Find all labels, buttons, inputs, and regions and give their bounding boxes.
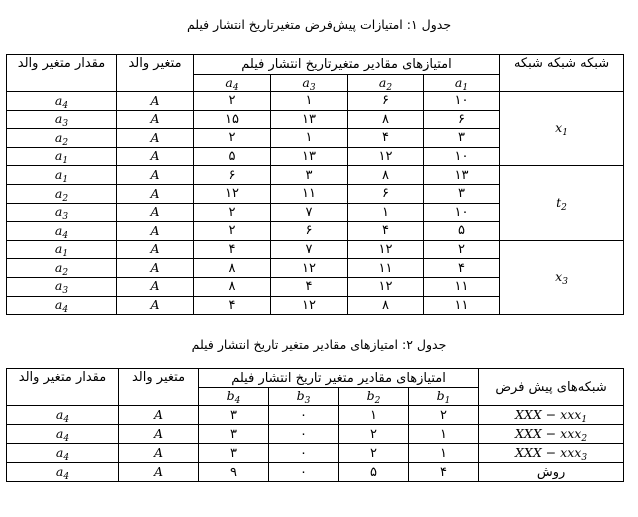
cell-symbol: b bbox=[436, 388, 445, 404]
score-cell: ۱۳ bbox=[271, 147, 348, 166]
header-scores: امتیازهای مقادیر متغیر تاریخ انتشار فیلم bbox=[199, 369, 479, 388]
cell-subscript: 3 bbox=[562, 277, 568, 288]
cell-subscript: 1 bbox=[62, 156, 69, 166]
score-cell: ۱۳ bbox=[424, 166, 500, 185]
score-cell: ۷ bbox=[271, 203, 348, 222]
score-cell: ۱۲ bbox=[348, 147, 424, 166]
cell-subscript: 3 bbox=[309, 82, 316, 92]
cell-subscript: 2 bbox=[374, 396, 381, 406]
cell-subscript: 2 bbox=[386, 82, 393, 92]
cell-subscript: 1 bbox=[562, 128, 568, 139]
parent-variable-cell: A bbox=[119, 425, 199, 444]
network-cell bbox=[500, 166, 624, 240]
score-cell: ۴ bbox=[409, 463, 479, 482]
score-cell: ۳ bbox=[271, 166, 348, 185]
score-cell: ۲ bbox=[194, 203, 271, 222]
cell-symbol: a bbox=[54, 166, 63, 182]
score-cell: ۲ bbox=[194, 92, 271, 111]
score-cell: ۴ bbox=[424, 259, 500, 278]
table1 bbox=[6, 54, 624, 315]
score-cell: ۱۵ bbox=[194, 110, 271, 129]
score-cell: ۱۱ bbox=[424, 277, 500, 296]
score-cell: ۱۰ bbox=[424, 92, 500, 111]
cell-subscript: 3 bbox=[304, 396, 311, 406]
parent-value-cell bbox=[7, 92, 117, 111]
cell-symbol: t bbox=[556, 194, 562, 210]
score-column-header bbox=[409, 388, 479, 406]
score-cell: ۶ bbox=[424, 110, 500, 129]
table-row bbox=[7, 92, 624, 111]
score-cell: ۱ bbox=[271, 92, 348, 111]
network-cell bbox=[479, 425, 624, 444]
network-cell bbox=[500, 240, 624, 314]
score-cell: ۵ bbox=[194, 147, 271, 166]
parent-value-cell bbox=[7, 110, 117, 129]
score-cell: ۳ bbox=[199, 425, 269, 444]
table-row bbox=[7, 463, 624, 482]
parent-variable-cell: A bbox=[117, 277, 194, 296]
score-column-header bbox=[269, 388, 339, 406]
score-cell: ۴ bbox=[348, 222, 424, 241]
score-cell: ۸ bbox=[348, 110, 424, 129]
parent-value-cell bbox=[7, 444, 119, 463]
score-cell: ۲ bbox=[194, 222, 271, 241]
cell-symbol: a bbox=[54, 278, 63, 294]
parent-variable-cell: A bbox=[117, 203, 194, 222]
cell-symbol: a bbox=[54, 92, 63, 108]
cell-symbol: a bbox=[54, 148, 63, 164]
score-column-header bbox=[271, 75, 348, 92]
table-row bbox=[7, 406, 624, 425]
cell-symbol: a bbox=[54, 204, 63, 220]
parent-value-cell bbox=[7, 240, 117, 259]
table-row bbox=[7, 240, 624, 259]
score-cell: ۱۲ bbox=[348, 277, 424, 296]
score-cell: ۶ bbox=[271, 222, 348, 241]
header-scores: امتیازهای مقادیر متغیرتاریخ انتشار فیلم bbox=[194, 55, 500, 75]
cell-symbol: a bbox=[54, 222, 63, 238]
score-cell: ۳ bbox=[424, 129, 500, 148]
cell-subscript: 4 bbox=[62, 305, 69, 315]
parent-variable-cell: A bbox=[117, 166, 194, 185]
cell-subscript: 2 bbox=[62, 193, 69, 204]
parent-value-cell bbox=[7, 425, 119, 444]
score-cell: ۸ bbox=[194, 259, 271, 278]
cell-subscript: 4 bbox=[63, 433, 70, 444]
cell-symbol: XXX − xxx bbox=[515, 406, 582, 422]
cell-subscript: 1 bbox=[62, 174, 69, 185]
score-cell: ۰ bbox=[269, 444, 339, 463]
score-cell: ۲ bbox=[409, 406, 479, 425]
network-cell bbox=[479, 406, 624, 425]
score-cell: ۲ bbox=[194, 129, 271, 148]
score-cell: ۲ bbox=[339, 425, 409, 444]
cell-subscript: 4 bbox=[232, 82, 239, 92]
score-cell: ۸ bbox=[348, 166, 424, 185]
cell-subscript: 4 bbox=[234, 396, 241, 406]
cell-subscript: 4 bbox=[62, 100, 69, 111]
cell-symbol: a bbox=[55, 444, 64, 460]
cell-subscript: 4 bbox=[63, 471, 70, 482]
score-cell: ۱۲ bbox=[271, 296, 348, 315]
cell-symbol: b bbox=[296, 388, 305, 404]
header-network: شبکه‌های پیش فرض bbox=[479, 369, 624, 406]
score-cell: ۳ bbox=[199, 444, 269, 463]
cell-subscript: 4 bbox=[62, 230, 69, 241]
cell-symbol: a bbox=[54, 111, 63, 127]
score-cell: ۴ bbox=[194, 296, 271, 315]
cell-symbol: x bbox=[555, 269, 563, 285]
parent-variable-cell: A bbox=[117, 240, 194, 259]
cell-symbol: b bbox=[366, 388, 375, 404]
parent-value-cell bbox=[7, 203, 117, 222]
score-cell: ۱ bbox=[348, 203, 424, 222]
score-cell: ۰ bbox=[269, 406, 339, 425]
cell-symbol: a bbox=[225, 74, 233, 90]
parent-value-cell bbox=[7, 296, 117, 315]
parent-variable-cell: A bbox=[117, 129, 194, 148]
cell-subscript: 1 bbox=[462, 82, 469, 92]
parent-value-cell bbox=[7, 259, 117, 278]
cell-subscript: 2 bbox=[561, 202, 567, 213]
table1-caption: جدول ۱: امتیازات پیش‌فرض متغیرتاریخ انتشار فیلم bbox=[186, 17, 452, 32]
parent-value-cell bbox=[7, 406, 119, 425]
score-column-header bbox=[199, 388, 269, 406]
score-cell: ۶ bbox=[348, 184, 424, 203]
score-cell: ۱ bbox=[271, 129, 348, 148]
cell-subscript: 3 bbox=[62, 119, 69, 129]
score-cell: ۲ bbox=[339, 444, 409, 463]
network-cell: روش bbox=[479, 463, 624, 482]
score-cell: ۸ bbox=[194, 277, 271, 296]
network-cell bbox=[500, 92, 624, 166]
score-cell: ۱ bbox=[409, 425, 479, 444]
score-cell: ۰ bbox=[269, 463, 339, 482]
score-cell: ۳ bbox=[424, 184, 500, 203]
parent-variable-cell: A bbox=[117, 296, 194, 315]
score-cell: ۱۰ bbox=[424, 203, 500, 222]
header-parent-variable: متغیر والد bbox=[117, 55, 194, 92]
score-cell: ۱ bbox=[409, 444, 479, 463]
parent-value-cell bbox=[7, 184, 117, 203]
cell-subscript: 1 bbox=[62, 249, 69, 259]
cell-symbol: XXX − xxx bbox=[515, 425, 582, 441]
cell-subscript: 3 bbox=[62, 212, 69, 222]
cell-subscript: 3 bbox=[581, 452, 588, 463]
score-cell: ۲ bbox=[424, 240, 500, 259]
cell-symbol: a bbox=[55, 463, 64, 479]
cell-symbol: a bbox=[54, 259, 63, 275]
cell-subscript: 2 bbox=[581, 433, 588, 444]
parent-variable-cell: A bbox=[119, 463, 199, 482]
parent-variable-cell: A bbox=[117, 92, 194, 111]
parent-variable-cell: A bbox=[117, 222, 194, 241]
parent-value-cell bbox=[7, 277, 117, 296]
table2-caption: جدول ۲: امتیازهای مقادیر متغیر تاریخ انتشار فیلم bbox=[191, 337, 447, 352]
header-network: شبکه شبکه شبکه bbox=[500, 55, 624, 92]
score-cell: ۱۱ bbox=[271, 184, 348, 203]
cell-symbol: XXX − xxx bbox=[515, 444, 582, 460]
cell-symbol: x bbox=[555, 120, 563, 136]
cell-symbol: a bbox=[378, 74, 387, 90]
parent-value-cell bbox=[7, 166, 117, 185]
cell-symbol: b bbox=[226, 388, 235, 404]
score-cell: ۹ bbox=[199, 463, 269, 482]
parent-variable-cell: A bbox=[117, 147, 194, 166]
cell-subscript: 3 bbox=[62, 286, 69, 297]
score-cell: ۴ bbox=[348, 129, 424, 148]
score-cell: ۶ bbox=[348, 92, 424, 111]
cell-symbol: a bbox=[54, 185, 63, 201]
score-column-header bbox=[424, 75, 500, 92]
cell-subscript: 1 bbox=[581, 414, 588, 425]
table-row bbox=[7, 425, 624, 444]
score-cell: ۱۳ bbox=[271, 110, 348, 129]
score-cell: ۱۰ bbox=[424, 147, 500, 166]
cell-symbol: a bbox=[302, 74, 310, 90]
score-column-header bbox=[348, 75, 424, 92]
score-column-header bbox=[194, 75, 271, 92]
score-cell: ۷ bbox=[271, 240, 348, 259]
score-cell: ۵ bbox=[424, 222, 500, 241]
parent-value-cell bbox=[7, 463, 119, 482]
score-cell: ۱ bbox=[339, 406, 409, 425]
header-parent-value: مقدار متغیر والد bbox=[7, 55, 117, 92]
cell-symbol: a bbox=[55, 425, 64, 441]
parent-variable-cell: A bbox=[117, 259, 194, 278]
cell-symbol: a bbox=[54, 241, 63, 257]
score-cell: ۳ bbox=[199, 406, 269, 425]
table-row bbox=[7, 166, 624, 185]
cell-subscript: 4 bbox=[63, 414, 70, 425]
parent-value-cell bbox=[7, 129, 117, 148]
score-cell: ۰ bbox=[269, 425, 339, 444]
parent-value-cell bbox=[7, 222, 117, 241]
score-cell: ۱۱ bbox=[424, 296, 500, 315]
network-cell bbox=[479, 444, 624, 463]
score-cell: ۱۲ bbox=[348, 240, 424, 259]
score-cell: ۱۱ bbox=[348, 259, 424, 278]
cell-subscript: 2 bbox=[62, 267, 69, 278]
score-column-header bbox=[339, 388, 409, 406]
cell-subscript: 1 bbox=[444, 396, 451, 406]
cell-subscript: 2 bbox=[62, 137, 69, 148]
header-parent-variable: متغیر والد bbox=[119, 369, 199, 406]
score-cell: ۵ bbox=[339, 463, 409, 482]
score-cell: ۱۲ bbox=[194, 184, 271, 203]
table2 bbox=[6, 368, 624, 482]
parent-variable-cell: A bbox=[117, 184, 194, 203]
score-cell: ۴ bbox=[271, 277, 348, 296]
cell-symbol: a bbox=[55, 406, 64, 422]
parent-variable-cell: A bbox=[119, 406, 199, 425]
cell-subscript: 4 bbox=[63, 452, 70, 463]
header-parent-value: مقدار متغیر والد bbox=[7, 369, 119, 406]
score-cell: ۴ bbox=[194, 240, 271, 259]
cell-symbol: a bbox=[454, 74, 463, 90]
score-cell: ۸ bbox=[348, 296, 424, 315]
table-row bbox=[7, 444, 624, 463]
cell-symbol: a bbox=[54, 297, 63, 313]
cell-symbol: a bbox=[54, 129, 63, 145]
score-cell: ۶ bbox=[194, 166, 271, 185]
parent-variable-cell: A bbox=[119, 444, 199, 463]
parent-variable-cell: A bbox=[117, 110, 194, 129]
score-cell: ۱۲ bbox=[271, 259, 348, 278]
parent-value-cell bbox=[7, 147, 117, 166]
